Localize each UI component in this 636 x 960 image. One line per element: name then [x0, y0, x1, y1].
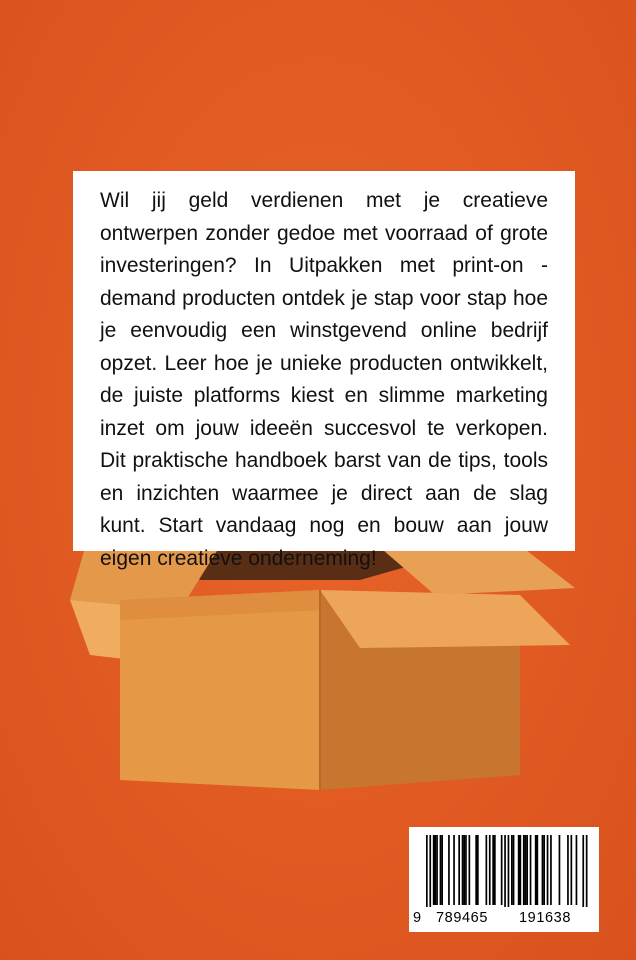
barcode-bar [576, 835, 578, 905]
barcode-bar [526, 835, 528, 905]
barcode-left-digits: 789465 [436, 910, 488, 926]
barcode-bar [435, 835, 437, 905]
barcode-bar [475, 835, 477, 905]
barcode-bar [547, 835, 549, 905]
barcode-bars [409, 827, 599, 907]
barcode-bar [426, 835, 428, 907]
barcode-bar [477, 835, 479, 905]
barcode-bar [492, 835, 494, 905]
barcode-lead-digit: 9 [413, 910, 422, 926]
barcode-bar [542, 835, 544, 905]
barcode-bar [567, 835, 569, 905]
barcode-bar [429, 835, 431, 907]
barcode-bar [504, 835, 506, 907]
barcode-right-digits: 191638 [519, 910, 571, 926]
barcode-bar [525, 835, 527, 905]
barcode-bar [537, 835, 539, 905]
barcode-bar [440, 835, 442, 905]
barcode-bar [448, 835, 450, 905]
barcode-bar [543, 835, 545, 905]
isbn-barcode [409, 827, 599, 932]
barcode-bar [494, 835, 496, 905]
barcode-bar [458, 835, 460, 905]
barcode-bar [436, 835, 438, 905]
barcode-bar [465, 835, 467, 905]
barcode-bar [559, 835, 561, 905]
barcode-bar [520, 835, 522, 905]
barcode-bar [453, 835, 455, 905]
barcode-bar [586, 835, 588, 907]
barcode-bar [550, 835, 552, 905]
barcode-bar [523, 835, 525, 905]
blurb-panel [73, 171, 575, 570]
barcode-bar [501, 835, 503, 905]
barcode-bar [486, 835, 488, 905]
barcode-bar [489, 835, 491, 905]
barcode-bar [513, 835, 515, 905]
barcode-bar [571, 835, 573, 905]
barcode-bar [462, 835, 464, 905]
barcode-bar [508, 835, 510, 907]
barcode-bar [530, 835, 532, 905]
barcode-bar [518, 835, 520, 905]
blurb-text: Wil jij geld verdienen met je creatieve ontwerpen zonder gedoe met voorraad of grote investeringen? In Uitpakken met print-on -demand producten ontdek je stap voor stap hoe je eenvoudig een winstgevend online bedrijf opzet. Leer hoe je unieke producten ontwikkelt, de juiste platforms kiest en slimme marketing inzet om jouw ideeën succesvol te verkopen. Dit praktische handboek barst van de tips, tools en inzichten waarmee je direct aan de slag kunt. Start vandaag nog en bouw aan jouw eigen creatieve onderneming! [100, 189, 548, 570]
barcode-bar [582, 835, 584, 907]
barcode-bar [433, 835, 435, 905]
barcode-bar [441, 835, 443, 905]
barcode-bar [535, 835, 537, 905]
barcode-bar [511, 835, 513, 905]
barcode-bar [469, 835, 471, 905]
barcode-bar [463, 835, 465, 905]
